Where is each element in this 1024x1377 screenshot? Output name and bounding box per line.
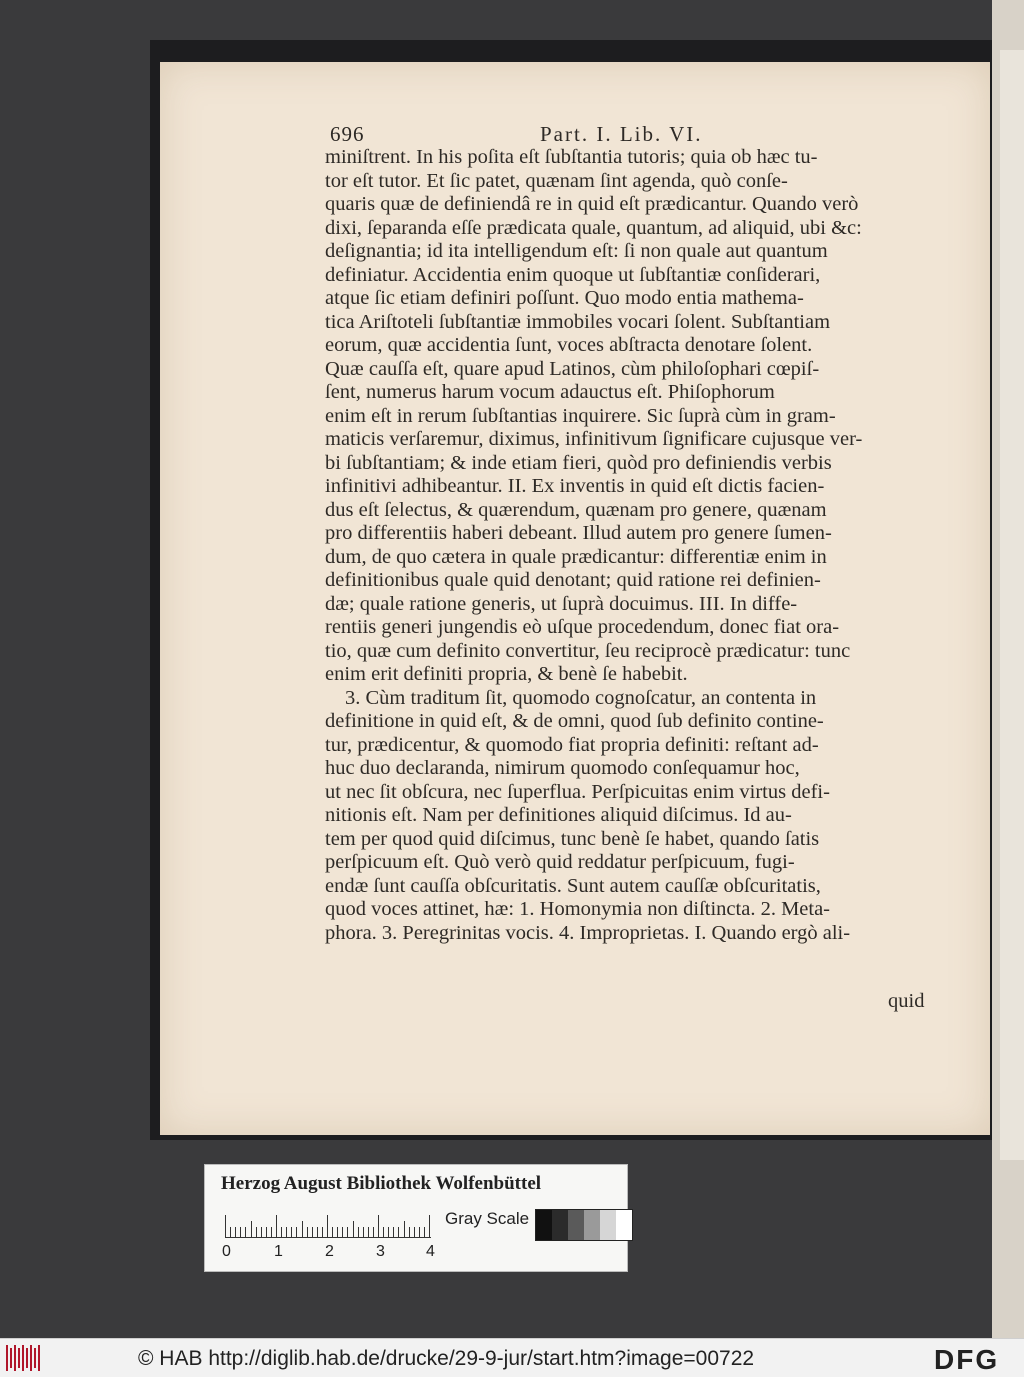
ruler-tick [230,1227,231,1237]
text-line: tor eſt tutor. Et ſic patet, quænam ſint agenda, quò conſe- [325,169,788,192]
ruler-tick [266,1227,267,1237]
text-line: endæ ſunt cauſſa obſcuritatis. Sunt autem cauſſæ obſcuritatis, [325,874,821,897]
text-line: dus eſt ſelectus, & quærendum, quænam pro genere, quænam [325,498,827,521]
ruler-tick [225,1215,226,1237]
ruler-number: 1 [274,1243,283,1260]
ruler-tick [363,1227,364,1237]
text-line: deſignantia; id ita intelligendum eſt: ſi non quale aut quantum [325,240,828,262]
paragraph-2 [325,687,940,946]
text-line: ut nec ſit obſcura, nec ſuperflua. Perſpicuitas enim virtus defi- [325,780,830,803]
text-line: phora. 3. Peregrinitas vocis. 4. Improprietas. I. Quando ergò ali- [325,921,851,944]
ruler-tick [373,1227,374,1237]
ruler-tick [378,1215,379,1237]
text-line: enim eſt in rerum ſubſtantias inquirere. Sic ſuprà cùm in gram- [325,404,836,427]
footer-link[interactable]: © HAB http://diglib.hab.de/drucke/29-9-jur/start.htm?image=00722 [138,1347,755,1370]
ruler-tick [317,1227,318,1237]
gray-swatch [536,1210,552,1240]
text-line: 3. Cùm traditum ſit, quomodo cognoſcatur, an contenta in [345,686,817,709]
logo-bar [14,1345,16,1371]
ruler-tick [271,1227,272,1237]
text-line: definitionibus quale quid denotant; quid ratione rei definien- [325,569,821,591]
logo-bar [26,1348,28,1368]
gray-swatch [568,1210,584,1240]
ruler-tick [383,1227,384,1237]
color-scale-card [204,1164,628,1272]
ruler-number: 0 [222,1243,231,1260]
ruler-tick [327,1215,328,1237]
text-line: enim erit definiti propria, & benè ſe habebit. [325,663,688,685]
ruler-number: 2 [325,1243,334,1260]
gray-scale-label: Gray Scale [445,1209,530,1228]
ruler-number: 4 [426,1243,435,1260]
text-line: quod voces attinet, hæ: 1. Homonymia non diſtincta. 2. Meta- [325,898,831,920]
text-line: maticis verſaremur, diximus, infinitivum ſignificare cujusque ver- [325,428,863,450]
page-number: 696 [330,122,365,146]
gray-swatches [535,1209,633,1241]
text-line: nitionis eſt. Nam per definitiones aliquid diſcimus. Id au- [325,804,792,826]
text-line: perſpicuum eſt. Quò verò quid reddatur perſpicuum, fugi- [325,851,795,873]
text-line: tur, prædicentur, & quomodo fiat propria definiti: reſtant ad- [325,733,819,756]
ruler-tick [332,1227,333,1237]
ruler-tick [245,1227,246,1237]
ruler-tick [291,1227,292,1237]
logo-bar [6,1345,8,1371]
text-line: dum, de quo cætera in quale prædicantur: differentiæ enim in [325,545,827,568]
ruler-tick [322,1227,323,1237]
ruler-tick [353,1221,354,1237]
ruler-tick [358,1227,359,1237]
text-line: bi ſubſtantiam; & inde etiam fieri, quòd pro definiendis verbis [325,451,832,474]
ruler-tick [296,1227,297,1237]
library-title: Herzog August Bibliothek Wolfenbüttel [221,1173,542,1194]
ruler-tick [251,1221,252,1237]
text-line: pro differentiis haberi debeant. Illud autem pro genere ſumen- [325,522,832,544]
text-line: ſent, numerus harum vocum adauctus eſt. Phiſophorum [325,381,775,403]
ruler-tick [312,1227,313,1237]
ruler-tick [286,1227,287,1237]
text-line: Quæ cauſſa eſt, quare apud Latinos, cùm philoſophari cœpiſ- [325,357,820,380]
catchword: quid [888,990,925,1012]
text-line: tica Ariſtoteli ſubſtantiæ immobiles vocari ſolent. Subſtantiam [325,310,831,333]
ruler-tick [424,1227,425,1237]
ruler-tick [307,1227,308,1237]
ruler-tick [347,1227,348,1237]
ruler-tick [281,1227,282,1237]
ruler-tick [256,1227,257,1237]
ruler-tick [409,1227,410,1237]
ruler-tick [302,1221,303,1237]
ruler-tick [337,1227,338,1237]
ruler-tick [429,1215,430,1237]
ruler-tick [342,1227,343,1237]
ruler-tick [276,1215,277,1237]
text-line: eorum, quæ accidentia ſunt, voces abſtracta denotare ſolent. [325,334,813,356]
paragraph-1 [325,146,940,687]
logo-bar [18,1348,20,1368]
text-line: infinitivi adhibeantur. II. Ex inventis in quid eſt dictis facien- [325,475,825,497]
footer-bar [0,1338,1024,1377]
logo-bar [34,1348,36,1368]
ruler-tick [235,1227,236,1237]
logo-bar [10,1348,12,1368]
gray-swatch [584,1210,600,1240]
logo-bar [38,1345,40,1371]
next-page-edge [1000,50,1024,1160]
ruler [225,1211,431,1238]
text-line: definiatur. Accidentia enim quoque ut ſubſtantiæ conſiderari, [325,263,821,286]
book-page [160,62,990,1135]
ruler-tick [240,1227,241,1237]
ruler-tick [419,1227,420,1237]
ruler-tick [414,1227,415,1237]
text-line: dixi, ſeparanda eſſe prædicata quale, quantum, ad aliquid, ubi &c: [325,216,862,239]
ruler-tick [368,1227,369,1237]
text-line: huc duo declaranda, nimirum quomodo conſequamur hoc, [325,757,800,779]
text-line: tem per quod quid diſcimus, tunc benè ſe habet, quando ſatis [325,827,820,850]
text-line: tio, quæ cum definito convertitur, ſeu reciprocè prædicatur: tunc [325,639,851,662]
gray-swatch [600,1210,616,1240]
text-line: miniſtrent. In his poſita eſt ſubſtantia tutoris; quia ob hæc tu- [325,146,818,168]
hab-logo-icon [6,1345,40,1371]
page-body [325,146,940,945]
text-line: quaris quæ de definiendâ re in quid eſt prædicantur. Quando verò [325,193,859,215]
ruler-tick [398,1227,399,1237]
ruler-tick [388,1227,389,1237]
text-line: dæ; quale ratione generis, ut ſuprà docuimus. III. In diffe- [325,592,798,615]
text-line: atque ſic etiam definiri poſſunt. Quo modo entia mathema- [325,287,804,309]
running-title: Part. I. Lib. VI. [540,122,703,146]
text-line: rentiis generi jungendis eò uſque procedendum, donec fiat ora- [325,616,840,638]
ruler-number: 3 [376,1243,385,1260]
ruler-tick [261,1227,262,1237]
ruler-tick [393,1227,394,1237]
dfg-logo: DFG [934,1344,1000,1375]
gray-swatch [552,1210,568,1240]
logo-bar [30,1345,32,1371]
logo-bar [22,1345,24,1371]
ruler-tick [404,1221,405,1237]
text-line: definitione in quid eſt, & de omni, quod ſub definito contine- [325,710,824,732]
gray-swatch [616,1210,632,1240]
